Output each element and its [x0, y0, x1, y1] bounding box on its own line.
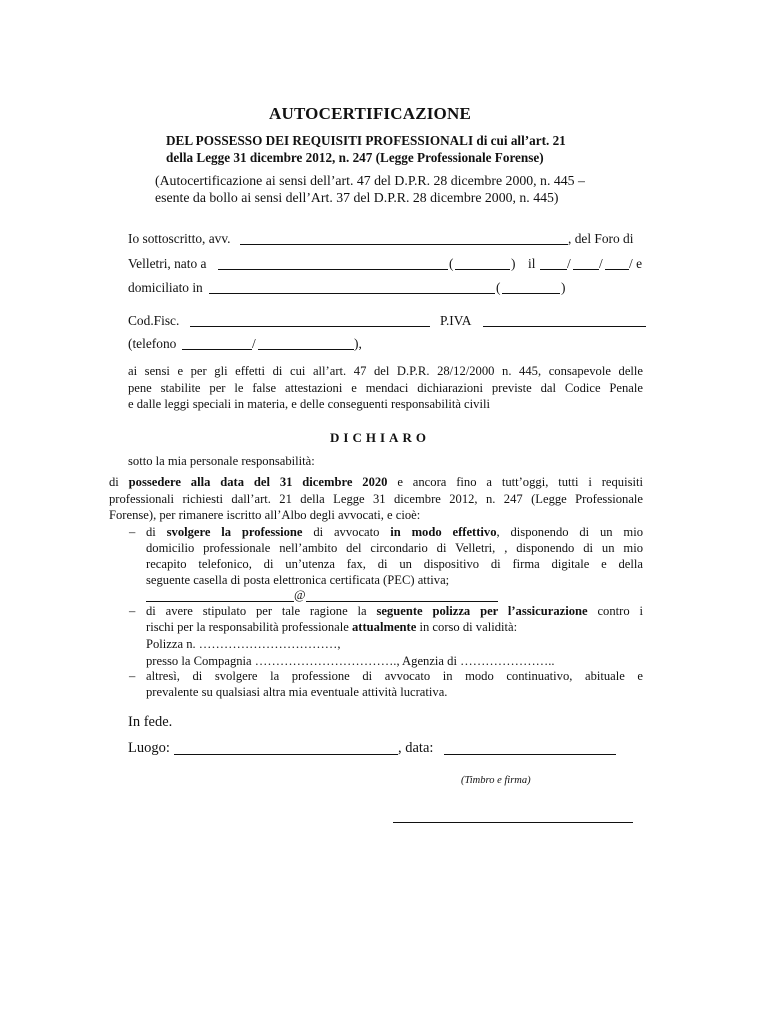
luogo-field[interactable] [174, 754, 398, 755]
responsabilita-line: sotto la mia personale responsabilità: [128, 454, 315, 468]
paren-close: ) [511, 256, 516, 271]
telefono-slash: / [252, 336, 256, 351]
il-label: il [528, 256, 536, 271]
declaration-line-1: di possedere alla data del 31 dicembre 2020 e ancora fino a tutt’oggi, tutti i requisiti [109, 475, 644, 489]
luogo-label: Luogo: [128, 740, 170, 756]
pec-user-field[interactable] [146, 601, 294, 602]
in-fede: In fede. [128, 714, 173, 730]
note-line-1: (Autocertificazione ai sensi dell’art. 47 del D.P.R. 28 dicembre 2000, n. 445 – [155, 173, 585, 188]
nato-label: Velletri, nato a [128, 256, 207, 271]
data-field[interactable] [444, 754, 616, 755]
dichiaro-heading: DICHIARO [330, 430, 430, 445]
subtitle-line-1: DEL POSSESSO DEI REQUISITI PROFESSIONALI di cui all’art. 21 [166, 133, 566, 148]
domiciliato-label: domiciliato in [128, 280, 203, 295]
declaration-line-3: Forense), per rimanere iscritto all’Albo degli avvocati, e cioè: [109, 508, 421, 522]
bullet-3-line-1: altresì, di svolgere la professione di avvocato in modo continuativo, abituale e [146, 669, 643, 683]
bullet-dash: – [129, 669, 136, 683]
paren-open: ( [449, 256, 454, 271]
bullet-3-line-2: prevalente su qualsiasi altra mia eventuale attività lucrativa. [146, 685, 448, 699]
intro-line-3: e dalle leggi speciali in materia, e delle conseguenti responsabilità civili [128, 397, 490, 411]
codfisc-field[interactable] [190, 326, 430, 327]
domicile-field[interactable] [209, 293, 495, 294]
pec-at-sign: @ [294, 588, 306, 602]
telefono-label: (telefono [128, 336, 177, 351]
date-end: / e [629, 256, 643, 271]
declaration-line-2: professionali richiesti dall’art. 21 della Legge 31 dicembre 2012, n. 247 (Legge Professionale [109, 492, 643, 506]
foro-label: , del Foro di [568, 231, 634, 246]
domicile-province-field[interactable] [502, 293, 560, 294]
date-slash-2: / [599, 256, 603, 271]
timbro-label: (Timbro e firma) [461, 775, 531, 786]
intro-line-2: pene stabilite per le false attestazioni e mendaci dichiarazioni previste dal Codice Penale [128, 381, 643, 395]
date-slash-1: / [567, 256, 571, 271]
telefono-close: ), [354, 336, 362, 351]
birth-year-field[interactable] [605, 269, 629, 270]
telefono-field[interactable] [182, 349, 252, 350]
codfisc-label: Cod.Fisc. [128, 313, 180, 328]
bullet-1-line-3: recapito telefonico, di un’utenza fax, di un dispositivo di firma digitale e della [146, 557, 643, 571]
signature-line[interactable] [393, 822, 633, 823]
bullet-1-line-2: domicilio professionale nell’ambito del circondario di Velletri, , disponendo di un mio [146, 541, 643, 555]
avvocato-name-field[interactable] [240, 244, 568, 245]
birth-month-field[interactable] [573, 269, 599, 270]
bullet-dash: – [129, 604, 136, 618]
bullet-2-line-2: rischi per la responsabilità professionale attualmente in corso di validità: [146, 620, 518, 634]
pec-domain-field[interactable] [306, 601, 498, 602]
sottoscritto-label: Io sottoscritto, avv. [128, 231, 231, 246]
birthplace-field[interactable] [218, 269, 448, 270]
subtitle-line-2: della Legge 31 dicembre 2012, n. 247 (Legge Professionale Forense) [166, 150, 544, 165]
piva-label: P.IVA [440, 313, 472, 328]
data-label: , data: [398, 740, 434, 756]
bullet-1-line-1: di svolgere la professione di avvocato in modo effettivo, disponendo di un mio [146, 525, 643, 539]
fax-field[interactable] [258, 349, 354, 350]
piva-field[interactable] [483, 326, 646, 327]
bullet-1-line-4: seguente casella di posta elettronica certificata (PEC) attiva; [146, 573, 450, 587]
compagnia-line: presso la Compagnia ……………………………., Agenzia di ………………….. [146, 654, 555, 668]
bullet-dash: – [129, 525, 136, 539]
document-title: AUTOCERTIFICAZIONE [268, 104, 471, 123]
intro-line-1: ai sensi e per gli effetti di cui all’art. 47 del D.P.R. 28/12/2000 n. 445, consapevole delle [128, 364, 643, 378]
birth-day-field[interactable] [540, 269, 567, 270]
note-line-2: esente da bollo ai sensi dell’Art. 37 del D.P.R. 28 dicembre 2000, n. 445) [155, 190, 559, 205]
polizza-line: Polizza n. ……………………………, [146, 637, 341, 651]
bullet-2-line-1: di avere stipulato per tale ragione la seguente polizza per l’assicurazione contro i [146, 604, 643, 618]
birth-province-field[interactable] [455, 269, 510, 270]
domicile-paren-close: ) [561, 280, 566, 295]
domicile-paren-open: ( [496, 280, 501, 295]
